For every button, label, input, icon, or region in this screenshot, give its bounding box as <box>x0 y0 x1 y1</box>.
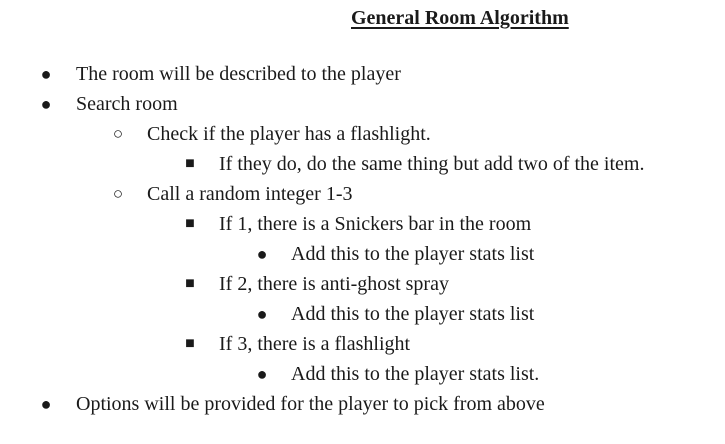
list-item-text: Add this to the player stats list <box>291 303 535 325</box>
list-item-text: If 3, there is a flashlight <box>219 333 411 355</box>
list-item-text: Check if the player has a flashlight. <box>147 123 431 145</box>
list-item-text: Call a random integer 1-3 <box>147 183 353 205</box>
list-item-text: Options will be provided for the player to pick from above <box>76 393 545 415</box>
list-item-text: Search room <box>76 93 178 115</box>
circle-bullet-icon: ○ <box>112 184 124 203</box>
disc-bullet-icon: ● <box>40 64 52 84</box>
document-title: General Room Algorithm <box>351 7 569 29</box>
list-item-text: The room will be described to the player <box>76 63 401 85</box>
square-bullet-icon: ■ <box>185 155 195 172</box>
list-item-text: If 1, there is a Snickers bar in the room <box>219 213 532 235</box>
list-item-text: If they do, do the same thing but add two of the item. <box>219 153 645 175</box>
disc-bullet-icon: ● <box>40 394 52 414</box>
disc-bullet-icon: ● <box>40 94 52 114</box>
list-item-text: Add this to the player stats list <box>291 243 535 265</box>
circle-bullet-icon: ○ <box>112 124 124 143</box>
list-item-text: If 2, there is anti-ghost spray <box>219 273 449 295</box>
disc-bullet-icon: ● <box>256 304 268 324</box>
square-bullet-icon: ■ <box>185 215 195 232</box>
square-bullet-icon: ■ <box>185 275 195 292</box>
list-item-text: Add this to the player stats list. <box>291 363 540 385</box>
square-bullet-icon: ■ <box>185 335 195 352</box>
disc-bullet-icon: ● <box>256 364 268 384</box>
disc-bullet-icon: ● <box>256 244 268 264</box>
